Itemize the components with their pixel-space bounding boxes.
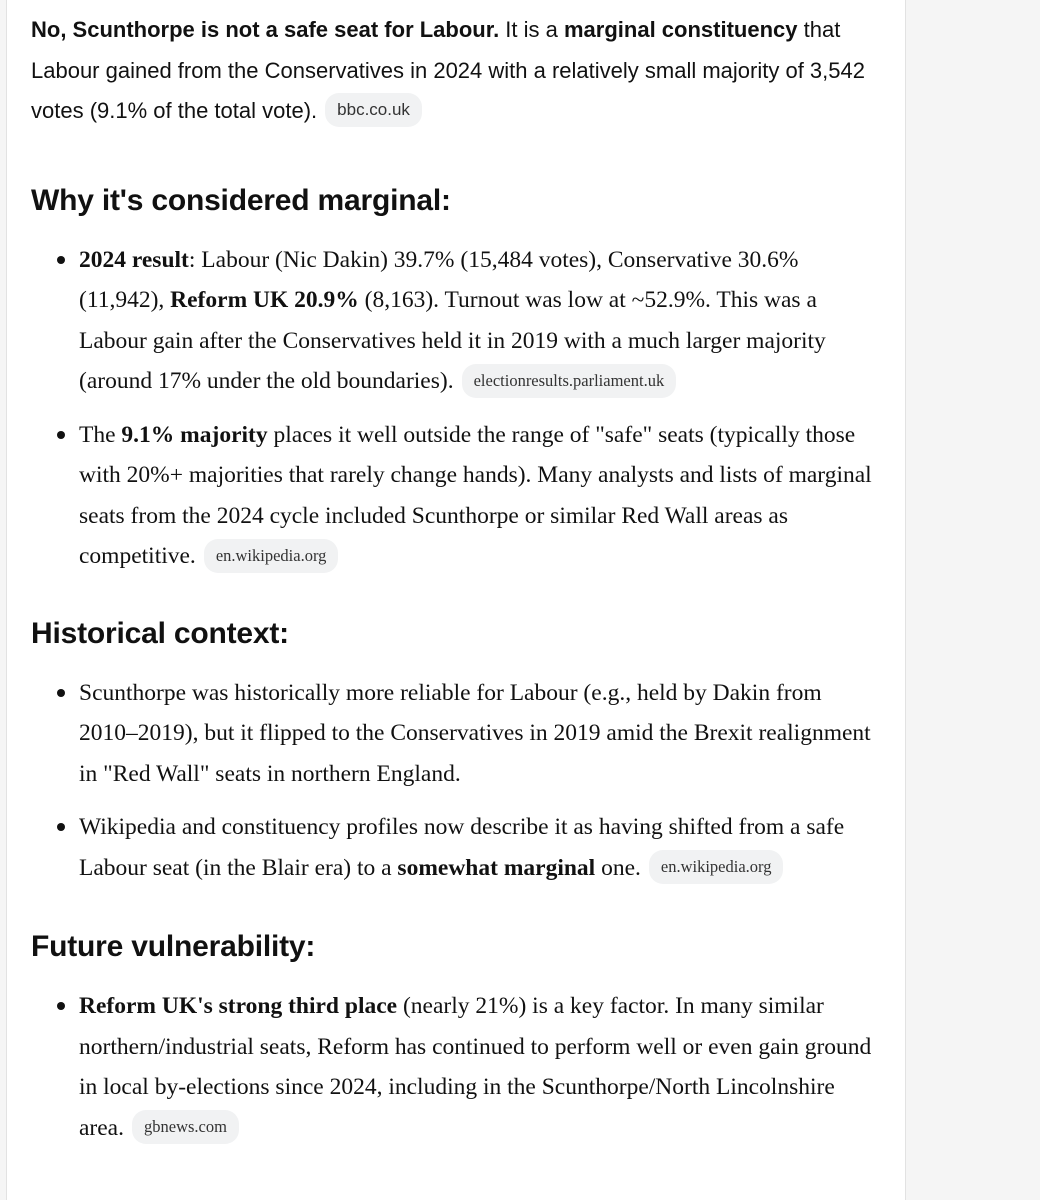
text-future-detail: (nearly 21%) is a key factor. In many similar northern/industrial seats, Reform has continued to perform well or even gain ground in local by-elections since 2024, including in the Scunthorpe/North Lincolnshire area. xyxy=(79,993,872,1141)
source-chip-gbnews[interactable]: gbnews.com xyxy=(132,1110,239,1144)
text-2024-result: : Labour (Nic Dakin) 39.7% (15,484 votes), Conservative 30.6% (11,942), xyxy=(79,246,799,313)
bold-2024-result: 2024 result xyxy=(79,246,189,273)
text-history-2-end: one. xyxy=(595,854,641,881)
list-historical-context xyxy=(31,673,881,889)
list-item xyxy=(31,240,881,402)
list-item xyxy=(31,415,881,577)
source-chip-wikipedia[interactable]: en.wikipedia.org xyxy=(204,539,339,573)
heading-why-marginal: Why it's considered marginal: xyxy=(31,183,451,217)
bold-reform-share: Reform UK 20.9% xyxy=(170,287,359,313)
bullet-dot xyxy=(57,256,65,264)
list-item xyxy=(31,986,881,1148)
list-item xyxy=(31,807,881,888)
response-content xyxy=(31,10,881,1161)
bullet-dot xyxy=(57,823,65,831)
response-panel xyxy=(6,0,906,1200)
bold-reform-third: Reform UK's strong third place xyxy=(79,993,398,1019)
intro-text-2: that Labour gained from the Conservatives in 2024 with a relatively small majority of 3,542 votes (9.1% of the total vote). xyxy=(31,17,865,123)
text-history-1: Scunthorpe was historically more reliable for Labour (e.g., held by Dakin from 2010–2019), but it flipped to the Conservatives in 2019 amid the Brexit realignment in "Red Wall" seats in northern England. xyxy=(79,679,871,787)
list-item xyxy=(31,673,881,795)
intro-bold-term: marginal constituency xyxy=(563,17,798,42)
bold-somewhat-marginal: somewhat marginal xyxy=(397,854,596,881)
intro-text-1: It is a xyxy=(499,17,564,42)
intro-paragraph xyxy=(31,10,881,132)
bullet-dot xyxy=(57,1002,65,1010)
text-history-2-lead: Wikipedia and constituency profiles now describe it as having shifted from a safe Labour seat (in the Blair era) to a xyxy=(79,814,845,881)
intro-lead-bold: No, Scunthorpe is not a safe seat for Labour. xyxy=(31,17,500,42)
source-chip-wikipedia[interactable]: en.wikipedia.org xyxy=(649,850,784,884)
text-majority-detail: places it well outside the range of "safe" seats (typically those with 20%+ majorities that rarely change hands). Many analysts and lists of marginal seats from the 2024 cycle included Scunthorpe or similar Red Wall areas as competitive. xyxy=(79,421,872,569)
bullet-dot xyxy=(57,689,65,697)
bullet-dot xyxy=(57,431,65,439)
list-why-marginal xyxy=(31,240,881,577)
bold-majority: 9.1% majority xyxy=(121,421,268,448)
text-majority-lead: The xyxy=(79,421,122,448)
list-future-vulnerability xyxy=(31,986,881,1148)
source-chip-bbc[interactable]: bbc.co.uk xyxy=(325,93,422,127)
heading-future-vulnerability: Future vulnerability: xyxy=(31,930,316,963)
source-chip-parliament[interactable]: electionresults.parliament.uk xyxy=(462,364,677,398)
heading-historical-context: Historical context: xyxy=(31,616,289,650)
text-2024-detail: (8,163). Turnout was low at ~52.9%. This was a Labour gain after the Conservatives held it in 2019 with a much larger majority (around 17% under the old boundaries). xyxy=(79,287,826,394)
